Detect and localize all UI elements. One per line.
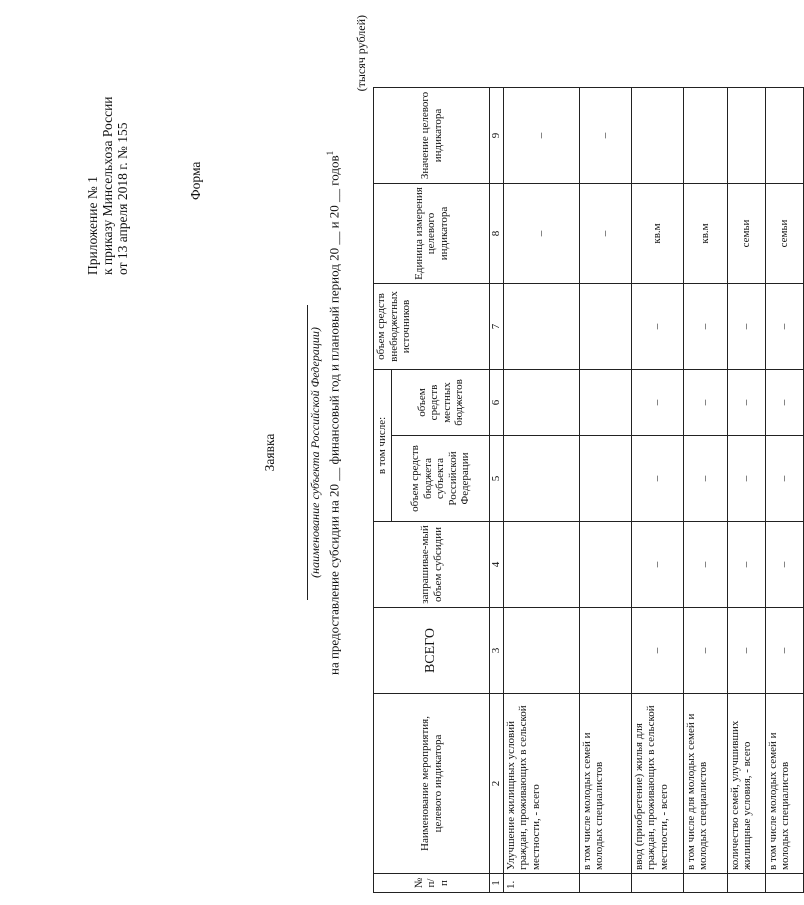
row-name: в том числе молодых семей и молодых специалистов	[579, 694, 631, 874]
column-number: 3	[490, 608, 504, 694]
row-num	[765, 874, 803, 893]
row-num: 1.	[503, 874, 579, 893]
header-including: в том числе:	[374, 370, 392, 522]
cell-requested	[579, 522, 631, 608]
header-indicator: Значение целевого индикатора	[374, 88, 490, 184]
header-local: объем средств местных бюджетов	[392, 370, 490, 436]
cell-total: –	[683, 608, 727, 694]
appendix-note	[85, 15, 130, 275]
document-title: Заявка	[262, 433, 277, 472]
appendix-line: от 13 апреля 2018 г. № 155	[115, 122, 130, 275]
column-number: 7	[490, 284, 504, 370]
cell-total: –	[765, 608, 803, 694]
cell-local: –	[683, 370, 727, 436]
cell-total: –	[631, 608, 683, 694]
cell-indicator: –	[579, 88, 631, 184]
cell-indicator	[765, 88, 803, 184]
row-name: в том числе для молодых семей и молодых специалистов	[683, 694, 727, 874]
cell-total	[579, 608, 631, 694]
table-row	[503, 88, 579, 893]
cell-local: –	[631, 370, 683, 436]
header-extra: объем средств внебюджетных источников	[374, 284, 490, 370]
subject-caption: (наименование субъекта Российской Федерации)	[308, 327, 322, 578]
column-number: 9	[490, 88, 504, 184]
row-name: Улучшение жилищных условий граждан, проживающих в сельской местности, - всего	[503, 694, 579, 874]
cell-local	[503, 370, 579, 436]
cell-extra: –	[683, 284, 727, 370]
cell-local	[579, 370, 631, 436]
cell-indicator	[683, 88, 727, 184]
cell-extra: –	[631, 284, 683, 370]
column-number: 6	[490, 370, 504, 436]
request-table	[373, 87, 804, 893]
cell-unit: кв.м	[683, 184, 727, 284]
header-name: Наименование мероприятия, целевого индикатора	[374, 694, 490, 874]
row-num	[631, 874, 683, 893]
column-number: 1	[490, 874, 504, 893]
header-unit: Единица измерения целевого индикатора	[374, 184, 490, 284]
cell-extra: –	[727, 284, 765, 370]
column-numbers-row	[490, 88, 504, 893]
table-row	[631, 88, 683, 893]
header-requested: запрашивае-мый объем субсидии	[374, 522, 490, 608]
cell-extra: –	[765, 284, 803, 370]
cell-regional: –	[683, 436, 727, 522]
cell-indicator	[727, 88, 765, 184]
cell-total	[503, 608, 579, 694]
header-num: № п/п	[374, 874, 490, 893]
cell-unit: семьи	[765, 184, 803, 284]
table-row	[765, 88, 803, 893]
cell-unit: кв.м	[631, 184, 683, 284]
cell-requested: –	[727, 522, 765, 608]
cell-requested: –	[683, 522, 727, 608]
header-row	[374, 88, 392, 893]
column-number: 4	[490, 522, 504, 608]
table-row	[727, 88, 765, 893]
row-num	[683, 874, 727, 893]
column-number: 2	[490, 694, 504, 874]
row-num	[727, 874, 765, 893]
table-row	[579, 88, 631, 893]
period-text	[325, 150, 342, 675]
cell-indicator: –	[503, 88, 579, 184]
cell-extra	[579, 284, 631, 370]
cell-unit: семьи	[727, 184, 765, 284]
cell-regional	[503, 436, 579, 522]
cell-unit: –	[579, 184, 631, 284]
appendix-line: к приказу Минсельхоза России	[100, 96, 115, 275]
appendix-line: Приложение № 1	[85, 176, 100, 275]
row-name: количество семей, улучшивших жилищные условия, - всего	[727, 694, 765, 874]
cell-total: –	[727, 608, 765, 694]
cell-indicator	[631, 88, 683, 184]
header-regional: объем средств бюджета субъекта Российской Федерации	[392, 436, 490, 522]
period-text-body: на предоставление субсидии на 20 __ финансовый год и плановый период 20 __ и 20 __ годов	[326, 155, 342, 675]
cell-regional: –	[765, 436, 803, 522]
cell-regional: –	[727, 436, 765, 522]
form-label: Форма	[188, 161, 203, 200]
column-number: 5	[490, 436, 504, 522]
cell-requested: –	[631, 522, 683, 608]
cell-requested	[503, 522, 579, 608]
cell-regional	[579, 436, 631, 522]
row-name: в том числе молодых семей и молодых специалистов	[765, 694, 803, 874]
cell-local: –	[727, 370, 765, 436]
row-name: ввод (приобретение) жилья для граждан, проживающих в сельской местности, - всего	[631, 694, 683, 874]
row-num	[579, 874, 631, 893]
units-label: (тысяч рублей)	[354, 15, 368, 92]
period-footnote: 1	[325, 150, 335, 156]
header-total: ВСЕГО	[374, 608, 490, 694]
column-number: 8	[490, 184, 504, 284]
table-row	[683, 88, 727, 893]
cell-requested: –	[765, 522, 803, 608]
cell-local: –	[765, 370, 803, 436]
cell-extra	[503, 284, 579, 370]
cell-regional: –	[631, 436, 683, 522]
cell-unit: –	[503, 184, 579, 284]
